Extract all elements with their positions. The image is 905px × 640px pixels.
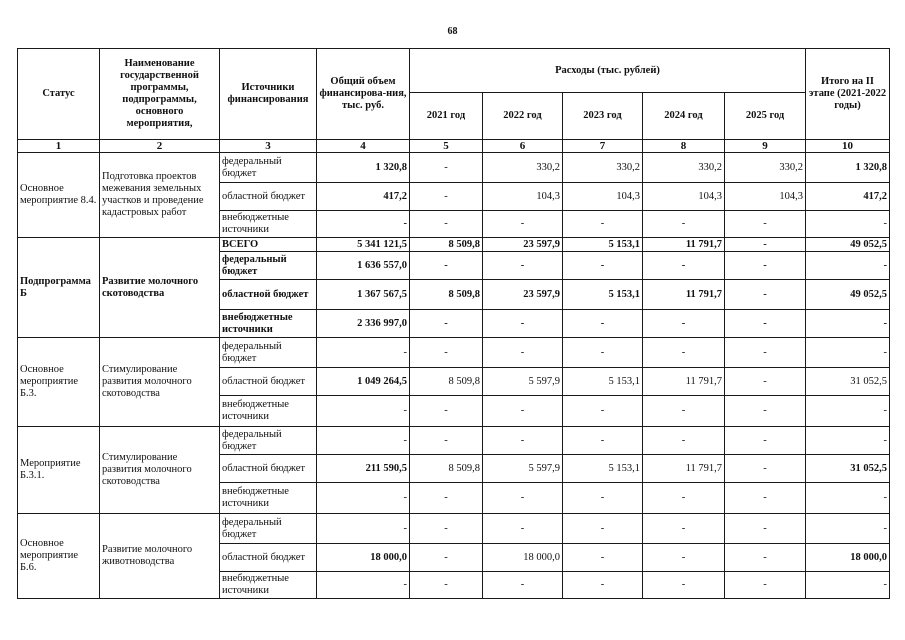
column-index: 9 bbox=[725, 140, 806, 153]
column-index: 1 bbox=[18, 140, 100, 153]
year-value-cell: 104,3 bbox=[725, 183, 806, 211]
total-volume-cell: 1 367 567,5 bbox=[317, 280, 410, 310]
source-cell: федеральный бюджет bbox=[220, 153, 317, 183]
year-value-cell: - bbox=[563, 396, 643, 427]
total-volume-cell: - bbox=[317, 211, 410, 238]
year-value-cell: 330,2 bbox=[643, 153, 725, 183]
column-index: 3 bbox=[220, 140, 317, 153]
year-value-cell: - bbox=[725, 514, 806, 544]
total-volume-cell: - bbox=[317, 338, 410, 368]
column-index: 4 bbox=[317, 140, 410, 153]
year-value-cell: - bbox=[410, 514, 483, 544]
source-cell: федеральный бюджет bbox=[220, 514, 317, 544]
year-value-cell: - bbox=[483, 483, 563, 514]
source-cell: внебюджетные источники bbox=[220, 211, 317, 238]
table-row bbox=[18, 514, 890, 544]
year-value-cell: 5 597,9 bbox=[483, 455, 563, 483]
year-value-cell: - bbox=[725, 544, 806, 572]
year-value-cell: - bbox=[643, 338, 725, 368]
header-sources: Источники финансирования bbox=[220, 49, 317, 140]
stage-total-cell: - bbox=[806, 572, 890, 599]
year-value-cell: 8 509,8 bbox=[410, 280, 483, 310]
stage-total-cell: - bbox=[806, 514, 890, 544]
year-value-cell: - bbox=[643, 572, 725, 599]
year-value-cell: - bbox=[410, 483, 483, 514]
year-value-cell: 5 153,1 bbox=[563, 455, 643, 483]
source-cell: областной бюджет bbox=[220, 183, 317, 211]
year-value-cell: 104,3 bbox=[563, 183, 643, 211]
year-value-cell: - bbox=[725, 310, 806, 338]
year-value-cell: - bbox=[725, 211, 806, 238]
name-cell: Стимулирование развития молочного скотоводства bbox=[100, 338, 220, 427]
year-value-cell: - bbox=[483, 396, 563, 427]
status-cell: Подпрограмма Б bbox=[18, 238, 100, 338]
total-volume-cell: 1 636 557,0 bbox=[317, 252, 410, 280]
year-value-cell: - bbox=[643, 310, 725, 338]
total-volume-cell: 417,2 bbox=[317, 183, 410, 211]
header-year: 2021 год bbox=[410, 93, 483, 140]
year-value-cell: 11 791,7 bbox=[643, 455, 725, 483]
year-value-cell: - bbox=[643, 544, 725, 572]
year-value-cell: 104,3 bbox=[483, 183, 563, 211]
year-value-cell: 330,2 bbox=[725, 153, 806, 183]
year-value-cell: - bbox=[410, 211, 483, 238]
header-stage-total: Итого на II этапе (2021-2022 годы) bbox=[806, 49, 890, 140]
header-total-volume: Общий объем финансирова-ния, тыс. руб. bbox=[317, 49, 410, 140]
stage-total-cell: - bbox=[806, 310, 890, 338]
year-value-cell: - bbox=[483, 211, 563, 238]
total-volume-cell: 1 049 264,5 bbox=[317, 368, 410, 396]
year-value-cell: - bbox=[563, 514, 643, 544]
year-value-cell: - bbox=[410, 153, 483, 183]
financing-table bbox=[17, 48, 890, 599]
year-value-cell: - bbox=[725, 238, 806, 252]
header-expenses: Расходы (тыс. рублей) bbox=[410, 49, 806, 93]
stage-total-cell: 49 052,5 bbox=[806, 238, 890, 252]
status-cell: Основное мероприятие Б.3. bbox=[18, 338, 100, 427]
year-value-cell: - bbox=[643, 427, 725, 455]
year-value-cell: 5 153,1 bbox=[563, 238, 643, 252]
year-value-cell: - bbox=[643, 396, 725, 427]
stage-total-cell: - bbox=[806, 252, 890, 280]
year-value-cell: 8 509,8 bbox=[410, 238, 483, 252]
total-volume-cell: - bbox=[317, 572, 410, 599]
year-value-cell: - bbox=[725, 455, 806, 483]
year-value-cell: 11 791,7 bbox=[643, 368, 725, 396]
year-value-cell: - bbox=[410, 338, 483, 368]
year-value-cell: - bbox=[483, 514, 563, 544]
stage-total-cell: - bbox=[806, 483, 890, 514]
header-year: 2025 год bbox=[725, 93, 806, 140]
total-volume-cell: 5 341 121,5 bbox=[317, 238, 410, 252]
source-cell: внебюджетные источники bbox=[220, 572, 317, 599]
year-value-cell: - bbox=[410, 396, 483, 427]
year-value-cell: 8 509,8 bbox=[410, 368, 483, 396]
page-number: 68 bbox=[447, 26, 458, 37]
year-value-cell: - bbox=[725, 483, 806, 514]
year-value-cell: - bbox=[563, 211, 643, 238]
year-value-cell: - bbox=[483, 338, 563, 368]
name-cell: Стимулирование развития молочного скотоводства bbox=[100, 427, 220, 514]
year-value-cell: - bbox=[410, 572, 483, 599]
stage-total-cell: 31 052,5 bbox=[806, 368, 890, 396]
year-value-cell: - bbox=[410, 427, 483, 455]
stage-total-cell: 1 320,8 bbox=[806, 153, 890, 183]
stage-total-cell: 49 052,5 bbox=[806, 280, 890, 310]
status-cell: Основное мероприятие 8.4. bbox=[18, 153, 100, 238]
year-value-cell: - bbox=[643, 252, 725, 280]
year-value-cell: 11 791,7 bbox=[643, 280, 725, 310]
header-year: 2022 год bbox=[483, 93, 563, 140]
year-value-cell: - bbox=[643, 483, 725, 514]
year-value-cell: - bbox=[563, 338, 643, 368]
year-value-cell: - bbox=[410, 252, 483, 280]
year-value-cell: 8 509,8 bbox=[410, 455, 483, 483]
year-value-cell: - bbox=[410, 183, 483, 211]
header-year: 2023 год bbox=[563, 93, 643, 140]
status-cell: Мероприятие Б.3.1. bbox=[18, 427, 100, 514]
stage-total-cell: - bbox=[806, 427, 890, 455]
source-cell: внебюджетные источники bbox=[220, 310, 317, 338]
source-cell: федеральный бюджет bbox=[220, 252, 317, 280]
year-value-cell: - bbox=[563, 252, 643, 280]
year-value-cell: - bbox=[410, 310, 483, 338]
total-volume-cell: - bbox=[317, 514, 410, 544]
stage-total-cell: - bbox=[806, 338, 890, 368]
year-value-cell: - bbox=[563, 310, 643, 338]
year-value-cell: - bbox=[563, 572, 643, 599]
table-row bbox=[18, 338, 890, 368]
source-cell: областной бюджет bbox=[220, 544, 317, 572]
status-cell: Основное мероприятие Б.6. bbox=[18, 514, 100, 599]
source-cell: федеральный бюджет bbox=[220, 338, 317, 368]
year-value-cell: - bbox=[643, 211, 725, 238]
stage-total-cell: 18 000,0 bbox=[806, 544, 890, 572]
year-value-cell: - bbox=[643, 514, 725, 544]
total-volume-cell: 2 336 997,0 bbox=[317, 310, 410, 338]
year-value-cell: 11 791,7 bbox=[643, 238, 725, 252]
table-body bbox=[18, 153, 890, 599]
stage-total-cell: 417,2 bbox=[806, 183, 890, 211]
header-year: 2024 год bbox=[643, 93, 725, 140]
year-value-cell: 5 597,9 bbox=[483, 368, 563, 396]
header-name: Наименование государственной программы, подпрограммы, основного мероприятия, bbox=[100, 49, 220, 140]
stage-total-cell: - bbox=[806, 396, 890, 427]
column-index: 2 bbox=[100, 140, 220, 153]
year-value-cell: 104,3 bbox=[643, 183, 725, 211]
year-value-cell: - bbox=[483, 252, 563, 280]
total-volume-cell: 211 590,5 bbox=[317, 455, 410, 483]
year-value-cell: 330,2 bbox=[563, 153, 643, 183]
year-value-cell: 23 597,9 bbox=[483, 280, 563, 310]
column-index: 5 bbox=[410, 140, 483, 153]
total-volume-cell: - bbox=[317, 483, 410, 514]
table-row bbox=[18, 238, 890, 252]
total-volume-cell: 18 000,0 bbox=[317, 544, 410, 572]
stage-total-cell: - bbox=[806, 211, 890, 238]
year-value-cell: - bbox=[563, 427, 643, 455]
name-cell: Развитие молочного скотоводства bbox=[100, 238, 220, 338]
year-value-cell: 23 597,9 bbox=[483, 238, 563, 252]
year-value-cell: - bbox=[410, 544, 483, 572]
column-index: 8 bbox=[643, 140, 725, 153]
column-index: 10 bbox=[806, 140, 890, 153]
year-value-cell: - bbox=[725, 572, 806, 599]
year-value-cell: - bbox=[725, 396, 806, 427]
total-volume-cell: - bbox=[317, 396, 410, 427]
year-value-cell: 5 153,1 bbox=[563, 368, 643, 396]
year-value-cell: - bbox=[725, 280, 806, 310]
year-value-cell: - bbox=[725, 338, 806, 368]
table-row bbox=[18, 427, 890, 455]
year-value-cell: - bbox=[483, 572, 563, 599]
source-cell: областной бюджет bbox=[220, 280, 317, 310]
year-value-cell: - bbox=[563, 483, 643, 514]
column-index: 7 bbox=[563, 140, 643, 153]
name-cell: Подготовка проектов межевания земельных участков и проведение кадастровых работ bbox=[100, 153, 220, 238]
column-index: 6 bbox=[483, 140, 563, 153]
source-cell: федеральный бюджет bbox=[220, 427, 317, 455]
year-value-cell: - bbox=[563, 544, 643, 572]
source-cell: областной бюджет bbox=[220, 368, 317, 396]
year-value-cell: - bbox=[725, 368, 806, 396]
year-value-cell: - bbox=[483, 310, 563, 338]
source-cell: ВСЕГО bbox=[220, 238, 317, 252]
year-value-cell: 18 000,0 bbox=[483, 544, 563, 572]
source-cell: внебюджетные источники bbox=[220, 396, 317, 427]
year-value-cell: - bbox=[725, 252, 806, 280]
source-cell: внебюджетные источники bbox=[220, 483, 317, 514]
year-value-cell: 330,2 bbox=[483, 153, 563, 183]
header-status: Статус bbox=[18, 49, 100, 140]
total-volume-cell: 1 320,8 bbox=[317, 153, 410, 183]
source-cell: областной бюджет bbox=[220, 455, 317, 483]
year-value-cell: - bbox=[483, 427, 563, 455]
total-volume-cell: - bbox=[317, 427, 410, 455]
stage-total-cell: 31 052,5 bbox=[806, 455, 890, 483]
name-cell: Развитие молочного животноводства bbox=[100, 514, 220, 599]
table-row bbox=[18, 153, 890, 183]
year-value-cell: - bbox=[725, 427, 806, 455]
year-value-cell: 5 153,1 bbox=[563, 280, 643, 310]
